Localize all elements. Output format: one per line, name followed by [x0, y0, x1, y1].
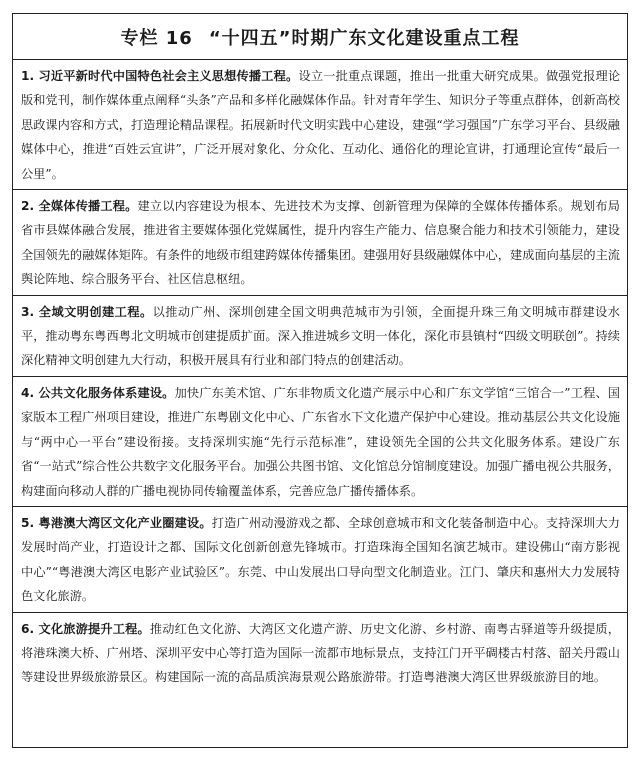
project-item-3	[13, 296, 627, 377]
project-body: 打造广州动漫游戏之都、全球创意城市和文化装备制造中心。支持深圳大力发展时尚产业，打造设计之都、国际文化创新创意先锋城市。打造珠海全国知名演艺城市。建设佛山“南方影视中心”“粤港澳大湾区电影产业试验区”。东莞、中山发展出口导向型文化制造业。江门、肇庆和惠州大力发展特色文化旅游。	[21, 515, 620, 604]
project-heading: 2. 全媒体传播工程。	[21, 199, 138, 214]
project-body: 设立一批重点课题，推出一批重大研究成果。做强党报理论版和党刊，制作媒体重点阐释“头条”产品和多样化融媒体作品。针对青年学生、知识分子等重点群体，创新高校思政课内容和方式，打造理论精品课程。拓展新时代文明实践中心建设，建强“学习强国”广东学习平台、县级融媒体中心，推进“百姓云宣讲”，广泛开展对象化、分众化、互动化、通俗化的理论宣讲，打通理论宣传“最后一公里”。	[21, 69, 621, 181]
project-item-6	[13, 613, 627, 693]
project-heading: 1. 习近平新时代中国特色社会主义思想传播工程。	[21, 69, 299, 83]
project-heading: 5. 粤港澳大湾区文化产业圈建设。	[21, 515, 212, 530]
project-item-5	[13, 507, 627, 613]
panel-title-row	[13, 14, 627, 60]
project-heading: 4. 公共文化服务体系建设。	[21, 385, 175, 400]
project-item-4	[13, 377, 627, 507]
project-item-2	[13, 190, 627, 296]
project-body: 以推动广州、深圳创建全国文明典范城市为引领，全面提升珠三角文明城市群建设水平，推动粤东粤西粤北文明城市创建提质扩面。深入推进城乡文明一体化，深化市县镇村“四级文明联创”。持续深化精神文明创建九大行动，积极开展具有行业和部门特点的创建活动。	[21, 304, 620, 368]
project-body: 推动红色文化游、大湾区文化遗产游、历史文化游、乡村游、南粤古驿道等升级提质，将港珠澳大桥、广州塔、深圳平安中心等打造为国际一流都市地标景点，支持江门开平碉楼古村落、韶关丹霞山等建设世界级旅游景区。构建国际一流的高品质滨海景观公路旅游带。打造粤港澳大湾区世界级旅游目的地。	[21, 621, 620, 685]
panel-title: “十四五”时期广东文化建设重点工程	[208, 27, 520, 49]
project-item-1	[13, 60, 627, 190]
project-body: 建立以内容建设为根本、先进技术为支撑、创新管理为保障的全媒体传播体系。规划布局省市县媒体融合发展，推进省主要媒体强化党媒属性，提升内容生产能力、信息聚合能力和技术引领能力，建设全国领先的融媒体矩阵。有条件的地级市组建跨媒体传播集团。建强用好县级融媒体中心，建成面向基层的主流舆论阵地、综合服务平台、社区信息枢纽。	[21, 199, 620, 287]
project-heading: 3. 全域文明创建工程。	[21, 304, 153, 319]
feature-panel	[12, 13, 628, 748]
project-body: 加快广东美术馆、广东非物质文化遗产展示中心和广东文学馆“三馆合一”工程、国家版本工程广州项目建设，推进广东粤剧文化中心、广东省水下文化遗产保护中心建设。推动基层公共文化设施与“两中心一平台”建设衔接。支持深圳实施“先行示范标准”，建设领先全国的公共文化服务体系。建设广东省“一站式”综合性公共数字文化服务平台。加强公共图书馆、文化馆总分馆制度建设。加强广播电视公共服务，构建面向移动人群的广播电视协同传输覆盖体系，完善应急广播传播体系。	[21, 385, 620, 498]
panel-label: 专栏 16	[120, 27, 193, 49]
project-heading: 6. 文化旅游提升工程。	[21, 621, 150, 636]
